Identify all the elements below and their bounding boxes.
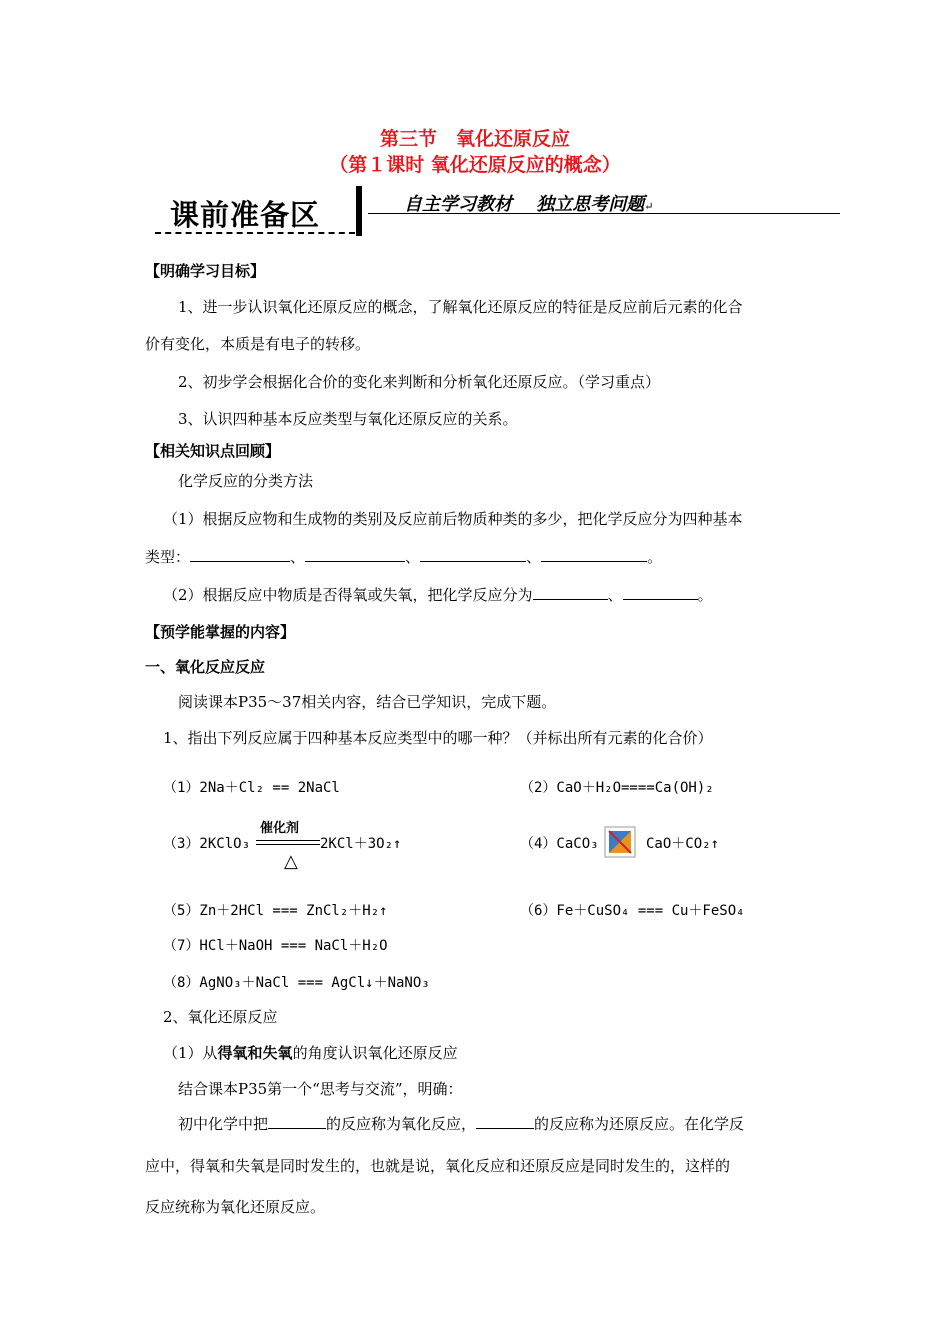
objective-1: 1、进一步认识氧化还原反应的概念，了解氧化还原反应的特征是反应前后元素的化合 — [178, 298, 743, 316]
page-title: 第三节 氧化还原反应 — [379, 128, 570, 150]
reaction-8: （8）AgNO₃＋NaCl === AgCl↓＋NaNO₃ — [163, 975, 430, 991]
section-heading-objectives: 【明确学习目标】 — [145, 262, 266, 280]
separator: 、 — [526, 548, 542, 566]
task-1: 1、指出下列反应属于四种基本反应类型中的哪一种？（并标出所有元素的化合价） — [163, 729, 713, 747]
sub1-prefix: （1）从 — [163, 1044, 218, 1062]
banner-divider-bar — [356, 186, 362, 236]
objective-1-cont: 价有变化，本质是有电子的转移。 — [145, 335, 371, 353]
section-heading-review: 【相关知识点回顾】 — [145, 442, 281, 460]
reaction-5: （5）Zn＋2HCl === ZnCl₂＋H₂↑ — [163, 903, 388, 919]
answer-blank[interactable] — [420, 547, 526, 562]
answer-blank[interactable] — [190, 547, 290, 562]
sub1-bold: 得氧和失氧 — [217, 1044, 293, 1062]
answer-blank[interactable] — [476, 1114, 534, 1129]
objective-3: 3、认识四种基本反应类型与氧化还原反应的关系。 — [178, 410, 518, 428]
definition-line-1 — [178, 1113, 744, 1134]
banner-left-label: 课前准备区 — [170, 198, 321, 232]
sub1-suffix: 的角度认识氧化还原反应 — [292, 1044, 458, 1062]
definition-line-3: 反应统称为氧化还原反应。 — [145, 1198, 326, 1216]
definition-a: 初中化学中把 — [178, 1115, 269, 1133]
banner-rule — [368, 213, 840, 214]
reaction-equals-sign — [256, 840, 320, 845]
heat-symbol: △ — [284, 851, 298, 872]
answer-blank[interactable] — [541, 547, 647, 562]
review-q2-prefix: （2）根据反应中物质是否得氧或失氧，把化学反应分为 — [163, 586, 533, 604]
answer-blank[interactable] — [623, 585, 698, 600]
separator: 、 — [607, 586, 623, 604]
objective-2: 2、初步学会根据化合价的变化来判断和分析氧化还原反应。（学习重点） — [178, 373, 661, 391]
period: 。 — [647, 548, 663, 566]
banner-right-text: 自主学习教材 独立思考问题 — [404, 194, 645, 215]
period: 。 — [697, 586, 713, 604]
paragraph-mark: ↵ — [644, 200, 654, 213]
reaction-7: （7）HCl＋NaOH === NaCl＋H₂O — [163, 938, 388, 954]
reaction-2: （2）CaO＋H₂O====Ca(OH)₂ — [520, 780, 714, 796]
definition-line-2: 应中，得氧和失氧是同时发生的，也就是说，氧化反应和还原反应是同时发生的，这样的 — [145, 1157, 731, 1175]
reading-instruction: 阅读课本P35～37相关内容，结合已学知识，完成下题。 — [178, 693, 557, 711]
review-q1-line2 — [145, 546, 662, 567]
task-2: 2、氧化还原反应 — [163, 1008, 278, 1026]
broken-image-icon — [604, 826, 636, 858]
separator: 、 — [405, 548, 421, 566]
answer-blank[interactable] — [305, 547, 405, 562]
subheading-oxidation: 一、氧化反应反应 — [145, 658, 266, 676]
reaction-6: （6）Fe＋CuSO₄ === Cu＋FeSO₄ — [520, 903, 745, 919]
reaction-4-left: （4）CaCO₃ — [520, 836, 599, 852]
definition-c: 的反应称为还原反应。在化学反 — [534, 1115, 745, 1133]
definition-b: 的反应称为氧化反应， — [326, 1115, 477, 1133]
section-heading-prestudy: 【预学能掌握的内容】 — [145, 623, 296, 641]
catalyst-label: 催化剂 — [260, 821, 300, 836]
review-q2 — [163, 584, 713, 605]
review-intro: 化学反应的分类方法 — [178, 472, 314, 490]
reaction-4-right: CaO＋CO₂↑ — [646, 836, 720, 852]
combine-instruction: 结合课本P35第一个“思考与交流”，明确： — [178, 1080, 463, 1098]
page-subtitle: （第１课时 氧化还原反应的概念） — [329, 154, 621, 176]
answer-blank[interactable] — [268, 1114, 326, 1129]
reaction-1: （1）2Na＋Cl₂ == 2NaCl — [163, 780, 340, 796]
review-q1-prefix: 类型： — [145, 548, 191, 566]
review-q1-line1: （1）根据反应物和生成物的类别及反应前后物质种类的多少，把化学反应分为四种基本 — [163, 510, 743, 528]
separator: 、 — [290, 548, 306, 566]
answer-blank[interactable] — [533, 585, 608, 600]
banner-dashed-line — [155, 232, 355, 234]
reaction-3-left: （3）2KClO₃ — [163, 836, 251, 852]
task-2-sub1 — [163, 1042, 458, 1063]
reaction-3-right: 2KCl＋3O₂↑ — [320, 836, 402, 852]
